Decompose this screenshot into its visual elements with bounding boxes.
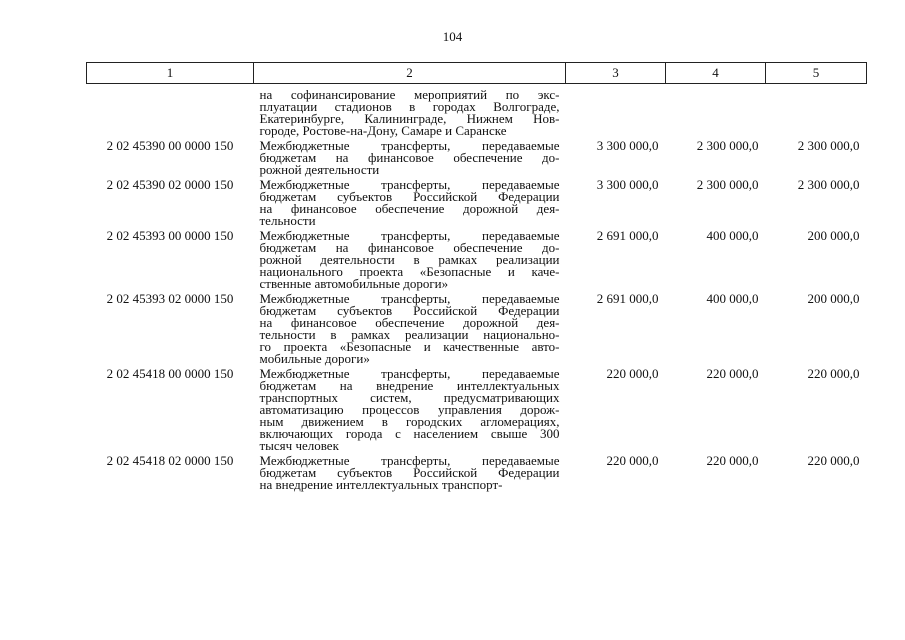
amount-col-5: 2 300 000,0 <box>797 177 860 192</box>
amount-col-4: 400 000,0 <box>706 291 759 306</box>
description <box>254 365 566 452</box>
continuation-description <box>254 84 566 138</box>
description-line: тельности в рамках реализации национально- <box>259 327 560 342</box>
amount-col-4: 220 000,0 <box>706 453 759 468</box>
budget-table <box>86 62 867 491</box>
description-line: рожной деятельности <box>259 162 380 177</box>
description-line: городе, Ростове-на-Дону, Самаре и Саранске <box>259 123 507 138</box>
table-row <box>87 452 867 491</box>
description-line: рожной деятельности в рамках реализации <box>259 252 560 267</box>
description-line: на финансовое обеспечение дорожной дея- <box>259 315 560 330</box>
description-line: Екатеринбурге, Калининграде, Нижнем Нов- <box>259 111 560 126</box>
header-col-5: 5 <box>766 63 867 84</box>
budget-code: 2 02 45418 02 0000 150 <box>106 453 234 468</box>
table-row <box>87 365 867 452</box>
description-line: включающих города с населением свыше 300 <box>259 426 560 441</box>
description-line: транспортных систем, предусматривающих <box>259 390 560 405</box>
description-line: Межбюджетные трансферты, передаваемые <box>259 228 560 243</box>
continuation-row <box>87 84 867 138</box>
amount-col-4: 400 000,0 <box>706 228 759 243</box>
table-row <box>87 290 867 365</box>
description-line: бюджетам субъектов Российской Федерации <box>259 189 560 204</box>
amount-col-5: 200 000,0 <box>807 291 860 306</box>
description-line: тельности <box>259 213 316 228</box>
budget-code: 2 02 45393 00 0000 150 <box>106 228 234 243</box>
amount-col-4: 220 000,0 <box>706 366 759 381</box>
description-line: на софинансирование мероприятий по экс- <box>259 87 560 102</box>
description-line: Межбюджетные трансферты, передаваемые <box>259 366 560 381</box>
table-row <box>87 176 867 227</box>
amount-col-3: 3 300 000,0 <box>596 177 659 192</box>
description-line: бюджетам субъектов Российской Федерации <box>259 465 560 480</box>
description-line: тысяч человек <box>259 438 339 453</box>
header-col-3: 3 <box>566 63 666 84</box>
table-row <box>87 227 867 290</box>
page-number: 104 <box>442 29 463 44</box>
amount-col-5: 220 000,0 <box>807 453 860 468</box>
description-line: ственные автомобильные дороги» <box>259 276 449 291</box>
description-line: бюджетам на финансовое обеспечение до- <box>259 150 560 165</box>
header-col-4: 4 <box>666 63 766 84</box>
amount-col-3: 220 000,0 <box>606 366 659 381</box>
description <box>254 137 566 176</box>
description-line: автоматизацию процессов управления дорож- <box>259 402 560 417</box>
amount-col-4: 2 300 000,0 <box>696 138 759 153</box>
description-line: бюджетам на финансовое обеспечение до- <box>259 240 560 255</box>
header-row <box>87 63 867 84</box>
amount-col-3: 2 691 000,0 <box>596 228 659 243</box>
description-line: бюджетам на внедрение интеллектуальных <box>259 378 560 393</box>
description-line: Межбюджетные трансферты, передаваемые <box>259 177 560 192</box>
amount-col-5: 200 000,0 <box>807 228 860 243</box>
header-col-1: 1 <box>87 63 254 84</box>
description-line: бюджетам субъектов Российской Федерации <box>259 303 560 318</box>
amount-col-3: 220 000,0 <box>606 453 659 468</box>
description <box>254 227 566 290</box>
budget-code: 2 02 45418 00 0000 150 <box>106 366 234 381</box>
budget-code: 2 02 45390 00 0000 150 <box>106 138 234 153</box>
budget-code: 2 02 45390 02 0000 150 <box>106 177 234 192</box>
description-line: Межбюджетные трансферты, передаваемые <box>259 291 560 306</box>
description-line: национального проекта «Безопасные и каче- <box>259 264 560 279</box>
table-row <box>87 137 867 176</box>
header-col-2: 2 <box>254 63 566 84</box>
description-line: Межбюджетные трансферты, передаваемые <box>259 453 560 468</box>
amount-col-4: 2 300 000,0 <box>696 177 759 192</box>
description <box>254 290 566 365</box>
description-line: мобильные дороги» <box>259 351 370 366</box>
description-line: на внедрение интеллектуальных транспорт- <box>259 477 503 492</box>
budget-code: 2 02 45393 02 0000 150 <box>106 291 234 306</box>
amount-col-5: 2 300 000,0 <box>797 138 860 153</box>
description-line: на финансовое обеспечение дорожной дея- <box>259 201 560 216</box>
description-line: ным движением в городских агломерациях, <box>259 414 560 429</box>
description-line: го проекта «Безопасные и качественные авто- <box>259 339 560 354</box>
amount-col-5: 220 000,0 <box>807 366 860 381</box>
amount-col-3: 2 691 000,0 <box>596 291 659 306</box>
description-line: Межбюджетные трансферты, передаваемые <box>259 138 560 153</box>
description <box>254 176 566 227</box>
amount-col-3: 3 300 000,0 <box>596 138 659 153</box>
description-line: плуатации стадионов в городах Волгограде, <box>259 99 560 114</box>
description <box>254 452 566 491</box>
